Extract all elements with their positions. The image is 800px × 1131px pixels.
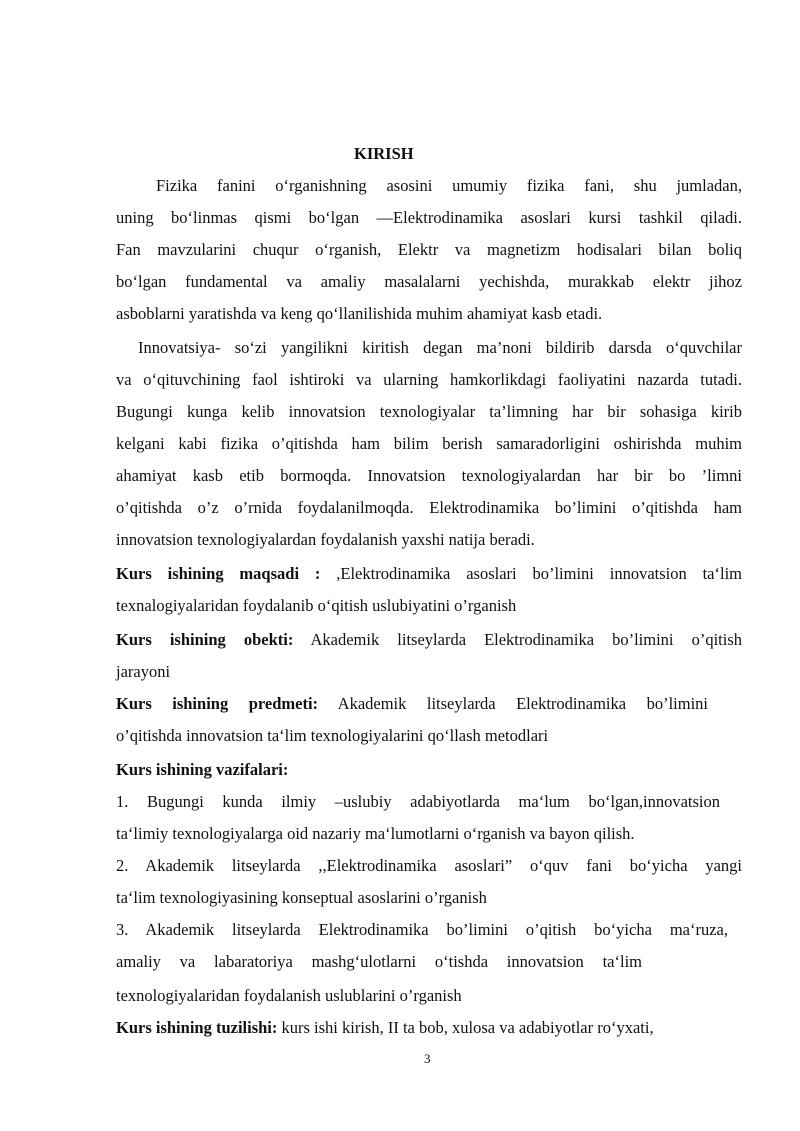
para1-line-1: Fizika fanini o‘rganishning asosini umumiy fizika fani, shu jumladan, [156,176,742,195]
tuzilishi-line [116,1018,742,1038]
para2-line-6: o’qitishda o’z o’rnida foydalanilmoqda. Elektrodinamika bo’limini o’qitishda ham [116,498,742,517]
predmeti-text: Akademik litseylarda Elektrodinamika bo’limini [318,694,708,713]
obekti-line-2: jarayoni [116,662,171,681]
obekti-label: Kurs ishining obekti: [116,630,294,649]
vazifa-2-line-1: 2. Akademik litseylarda ,,Elektrodinamika asoslari” o‘quv fani bo‘yicha yangi [116,856,742,875]
para2-line-1: Innovatsiya- so‘zi yangilikni kiritish degan ma’noni bildirib darsda o‘quvchilar [138,338,742,357]
para2-line-3: Bugungi kunga kelib innovatsion texnologiyalar ta’limning har bir sohasiga kirib [116,402,742,421]
page-number: 3 [424,1051,431,1066]
predmeti-line-1 [116,694,708,714]
obekti-text: Akademik litseylarda Elektrodinamika bo’limini o’qitish [293,630,742,649]
predmeti-label: Kurs ishining predmeti: [116,694,319,713]
tuzilishi-text: kurs ishi kirish, II ta bob, xulosa va adabiyotlar ro‘yxati, [277,1018,654,1037]
para2-line-7: innovatsion texnologiyalardan foydalanish yaxshi natija beradi. [116,530,535,549]
para1-line-4: bo‘lgan fundamental va amaliy masalalarni yechishda, murakkab elektr jihoz [116,272,742,291]
para2-line-2: va o‘qituvchining faol ishtiroki va ularning hamkorlikdagi faoliyatini nazarda tutadi. [116,370,742,389]
maqsadi-label: Kurs ishining maqsadi : [116,564,321,583]
vazifa-3-line-2: amaliy va labaratoriya mashg‘ulotlarni o‘tishda innovatsion ta‘lim [116,952,642,971]
vazifa-3-line-3: texnologiyalaridan foydalanish uslublarini o’rganish [116,986,462,1005]
para2-line-4: kelgani kabi fizika o’qitishda ham bilim berish samaradorligini oshirishda muhim [116,434,742,453]
vazifalari-label: Kurs ishining vazifalari: [116,760,289,779]
maqsadi-text: ,Elektrodinamika asoslari bo’limini innovatsion ta‘lim [320,564,742,583]
para1-line-5: asboblarni yaratishda va keng qo‘llanilishida muhim ahamiyat kasb etadi. [116,304,603,323]
para2-line-5: ahamiyat kasb etib bormoqda. Innovatsion texnologiyalardan har bir bo ’limni [116,466,742,485]
maqsadi-line-2: texnalogiyalaridan foydalanib o‘qitish uslubiyatini o’rganish [116,596,517,615]
section-title: KIRISH [354,144,414,163]
vazifa-2-line-2: ta‘lim texnologiyasining konseptual asoslarini o’rganish [116,888,487,907]
vazifa-1-line-2: ta‘limiy texnologiyalarga oid nazariy ma‘lumotlarni o‘rganish va bayon qilish. [116,824,635,843]
para1-line-2: uning bo‘linmas qismi bo‘lgan —Elektrodinamika asoslari kursi tashkil qiladi. [116,208,742,227]
vazifa-3-line-1: 3. Akademik litseylarda Elektrodinamika bo’limini o’qitish bo‘yicha ma‘ruza, [116,920,728,939]
tuzilishi-label: Kurs ishining tuzilishi: [116,1018,278,1037]
vazifa-1-line-1: 1. Bugungi kunda ilmiy –uslubiy adabiyotlarda ma‘lum bo‘lgan,innovatsion [116,792,720,811]
predmeti-line-2: o’qitishda innovatsion ta‘lim texnologiyalarini qo‘llash metodlari [116,726,549,745]
obekti-line-1 [116,630,742,650]
maqsadi-line-1 [116,564,742,584]
para1-line-3: Fan mavzularini chuqur o‘rganish, Elektr va magnetizm hodisalari bilan boliq [116,240,742,259]
